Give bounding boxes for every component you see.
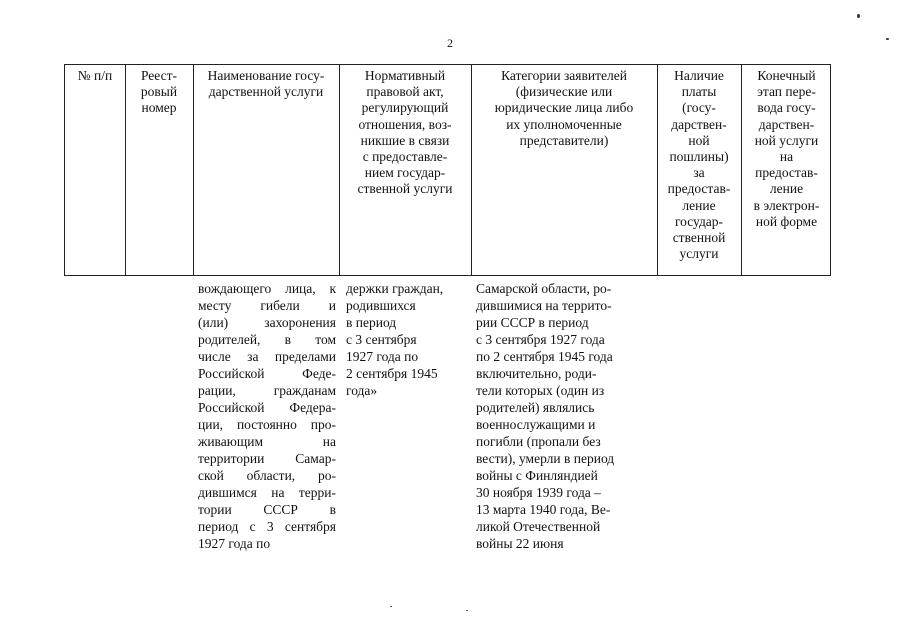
scan-speck <box>390 606 392 607</box>
scan-speck <box>857 14 860 18</box>
header-number: № п/п <box>77 68 113 83</box>
scan-speck <box>466 610 468 611</box>
header-registry-number: Реест- ровый номер <box>140 68 178 116</box>
text-line: (или) захоронения <box>198 315 336 330</box>
header-fee: Наличие платы (госу- дарствен- ной пошлины) за предостав- ление государ- ственной услуги <box>667 68 731 262</box>
text-line: 1927 года по <box>198 536 271 551</box>
text-line: Российской Федера- <box>198 400 336 415</box>
text-line: тории СССР в <box>198 502 336 517</box>
legal-act-text <box>346 280 466 399</box>
text-line: родителей, в том <box>198 332 336 347</box>
text-line: Российской Феде- <box>198 366 336 381</box>
text-line: в период <box>346 315 397 330</box>
text-line: с 3 сентября 1927 года <box>476 332 605 347</box>
text-line: 13 марта 1940 года, Ве- <box>476 502 611 517</box>
text-line: 30 ноября 1939 года – <box>476 485 601 500</box>
text-line: тели которых (один из <box>476 383 605 398</box>
text-line: 2 сентября 1945 <box>346 366 438 381</box>
services-table-header <box>64 64 831 276</box>
header-applicant-categories: Категории заявителей (физические или юридические лица либо их уполномоченные представители) <box>494 68 634 148</box>
header-electronic-stage: Конечный этап пере- вода госу- дарствен- ной услуги на предостав- ление в электрон- ной форме <box>753 68 820 229</box>
text-line: период с 3 сентября <box>198 519 336 534</box>
text-line: держки граждан, <box>346 281 444 296</box>
text-line: живающим на <box>198 434 336 449</box>
header-service-name: Наименование госу- дарственной услуги <box>207 68 325 100</box>
text-line: ликой Отечественной <box>476 519 601 534</box>
text-line: Самарской области, ро- <box>476 281 612 296</box>
text-line: родившихся <box>346 298 416 313</box>
text-line: числе за пределами <box>198 349 336 364</box>
text-line: месту гибели и <box>198 298 336 313</box>
scan-speck <box>886 38 889 40</box>
service-name-text <box>198 280 336 552</box>
text-line: вождающего лица, к <box>198 281 336 296</box>
text-line: по 2 сентября 1945 года <box>476 349 613 364</box>
text-line: военнослужащими и <box>476 417 596 432</box>
text-line: дившимся на терри- <box>198 485 336 500</box>
text-line: ской области, ро- <box>198 468 336 483</box>
applicant-categories-text <box>476 280 646 552</box>
text-line: территории Самар- <box>198 451 336 466</box>
text-line: ции, постоянно про- <box>198 417 336 432</box>
text-line: включительно, роди- <box>476 366 597 381</box>
text-line: рии СССР в период <box>476 315 589 330</box>
page-number: 2 <box>447 36 453 50</box>
text-line: погибли (пропали без <box>476 434 601 449</box>
text-line: вести), умерли в период <box>476 451 615 466</box>
text-line: войны 22 июня <box>476 536 564 551</box>
text-line: войны с Финляндией <box>476 468 598 483</box>
text-line: 1927 года по <box>346 349 419 364</box>
text-line: рации, гражданам <box>198 383 336 398</box>
header-legal-act: Нормативный правовой акт, регулирующий отношения, воз- никшие в связи с предоставле- нием государ- ственной услуги <box>357 68 453 197</box>
text-line: с 3 сентября <box>346 332 417 347</box>
text-line: дившимися на террито- <box>476 298 612 313</box>
text-line: года» <box>346 383 378 398</box>
text-line: родителей) являлись <box>476 400 595 415</box>
